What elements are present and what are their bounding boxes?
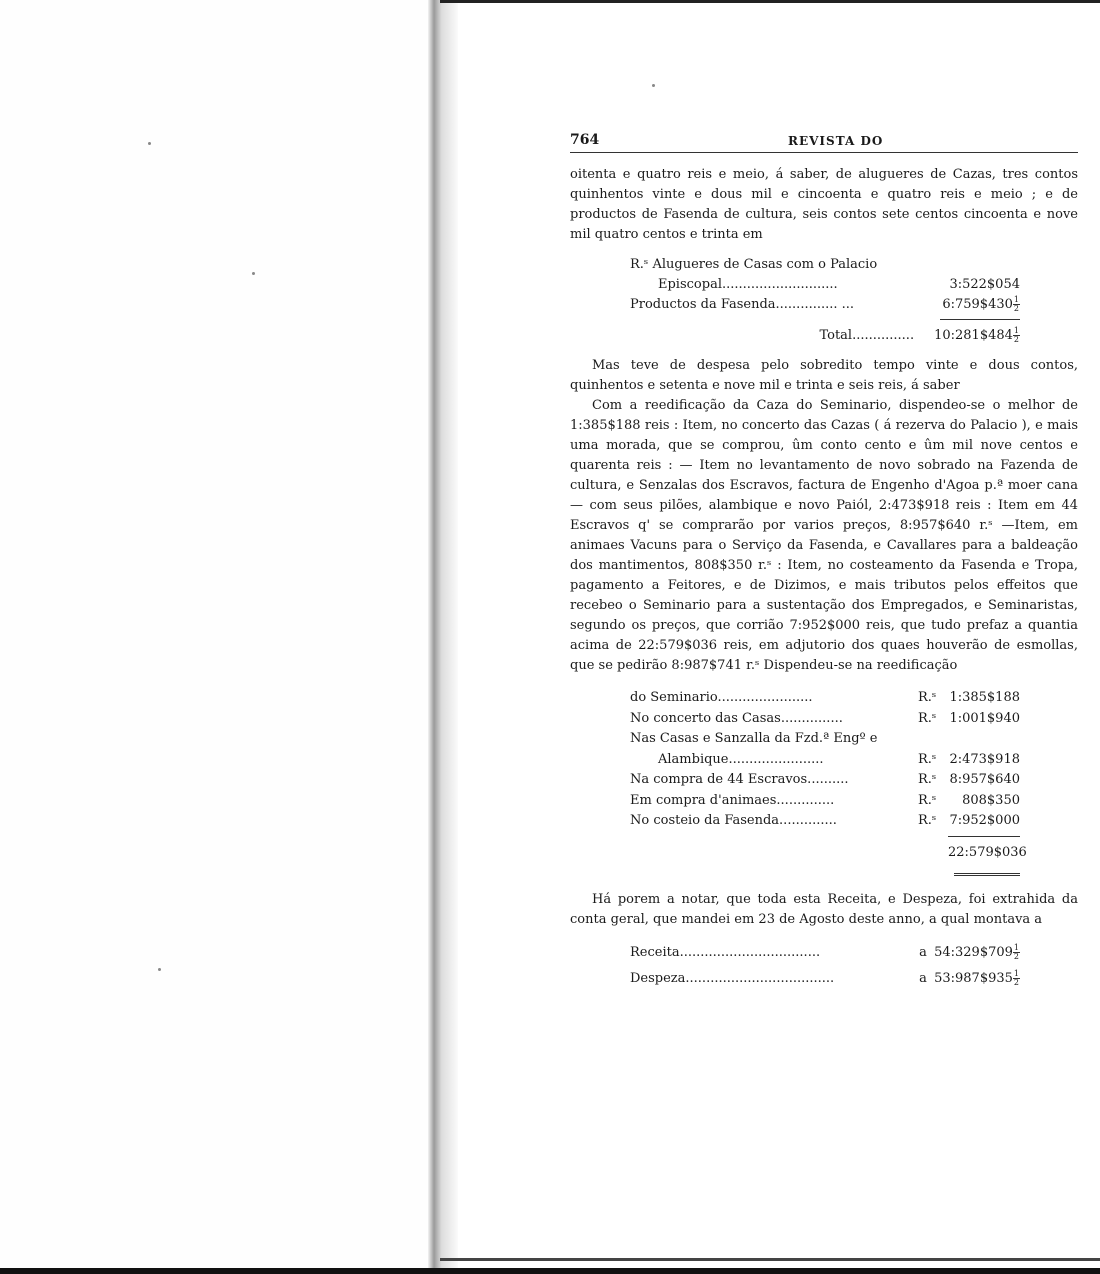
- receipt-total-value: 10:281$484: [934, 328, 1013, 343]
- receipt-value-1: 3:522$054: [949, 277, 1020, 292]
- facing-page-blank: [0, 0, 430, 1274]
- half-fraction: $\frac{1}{2}$: [1013, 295, 1019, 313]
- final-despeza-value: 53:987$935: [934, 971, 1013, 986]
- paragraph-3: Com a reedificação da Caza do Seminario, dispendeo-se o melhor de 1:385$188 reis : Item, no concerto das Cazas ( á rezerva do Palacio ), e mais uma morada, que se comprou, ûm conto cento e ûm mil nove centos e quarenta reis : — Item no levantamento de novo sobrado na Fazenda de cultura, e Senzalas dos Escravos, factura de Engenho d'Agoa p.ª moer cana — com seus pilões, alambique e novo Paiól, 2:473$918 reis : Item em 44 Escravos q' se comprarão por varios preços, 8:957$640 r.ˢ —Item, em animaes Vacuns para o Serviço da Fasenda, e Cavallares para a baldeação dos mantimentos, 808$350 r.ˢ : Item, no costeamento da Fasenda e Tropa, pagamento a Feitores, e de Dizimos, e mais tributos pelos effeitos que recebeo o Seminario para a sustentação dos Empregados, e Seminaristas, segundo os preços, que corrião 7:952$000 reis, que tudo prefaz a quantia acima de 22:579$036 reis, em adjutorio dos quaes houverão de esmollas, que se pedirão 8:987$741 r.ˢ Dispendeu-se na reedificação: [570, 398, 1078, 673]
- running-head: [570, 128, 1078, 150]
- expenses-table: [630, 688, 1027, 876]
- header-rule: [570, 152, 1078, 153]
- final-receita-value: 54:329$709: [934, 945, 1013, 960]
- receipts-table: [630, 255, 1020, 346]
- receipt-total-row: [630, 326, 1020, 346]
- expense-row: No costeio da Fasenda.............. R.ˢ 7:952$000: [630, 813, 1020, 828]
- page-number: 764: [570, 132, 600, 148]
- final-despeza-row: Despeza.................................... a 53:987$935 $\frac{1}{2}$: [630, 966, 1020, 992]
- receipt-total-label: Total...............: [819, 328, 915, 343]
- scan-speck: [148, 142, 151, 145]
- receipt-value-2: 6:759$430: [942, 297, 1013, 312]
- final-despeza-label: Despeza....................................: [630, 971, 835, 986]
- receipt-label-1b: Episcopal............................: [658, 277, 838, 292]
- receipt-row-productos: [630, 295, 1020, 315]
- expense-row: No concerto das Casas............... R.ˢ 1:001$940: [630, 710, 1020, 726]
- receipt-row-episcopal: [630, 275, 1020, 295]
- half-fraction: $\frac{1}{2}$: [1013, 969, 1019, 987]
- final-receita-label: Receita..................................: [630, 945, 821, 960]
- receipt-row-alugueres: [630, 255, 1020, 275]
- half-fraction: $\frac{1}{2}$: [1013, 943, 1019, 961]
- scan-speck: [652, 84, 655, 87]
- receipt-label-2: Productos da Fasenda............... ...: [630, 297, 855, 312]
- scan-speck: [252, 272, 255, 275]
- final-totals: [630, 940, 1020, 992]
- expense-row: Na compra de 44 Escravos.......... R.ˢ 8:957$640: [630, 772, 1020, 787]
- paragraph-1: oitenta e quatro reis e meio, á saber, de alugueres de Cazas, tres contos quinhentos vinte e dous mil e cincoenta e quatro reis e meio ; e de productos de Fasenda de cultura, seis contos sete centos cincoenta e nove mil quatro centos e trinta em: [570, 167, 1078, 242]
- sum-rule: [948, 836, 1020, 837]
- book-page: [570, 128, 1078, 992]
- receipt-prefix: R.ˢ: [630, 257, 649, 272]
- running-title: REVISTA DO: [788, 134, 884, 148]
- expenses-total-row: [630, 843, 1027, 864]
- expense-row: Alambique....................... R.ˢ 2:473$918: [658, 751, 1020, 767]
- expense-row: Em compra d'animaes.............. R.ˢ 808$350: [630, 792, 1020, 808]
- page-top-edge: [440, 0, 1100, 3]
- sum-rule: [940, 319, 1020, 320]
- expense-row: Nas Casas e Sanzalla da Fzd.ª Engº e: [630, 731, 878, 746]
- expenses-total: 22:579$036: [948, 844, 1027, 860]
- double-rule: [954, 871, 1020, 876]
- receipt-label-1a: Alugueres de Casas com o Palacio: [652, 257, 878, 272]
- page-bottom-edge: [440, 1258, 1100, 1261]
- paragraph-4: Há porem a notar, que toda esta Receita, e Despeza, foi extrahida da conta geral, que mandei em 23 de Agosto deste anno, a qual montava a: [570, 892, 1078, 927]
- paragraph-2: Mas teve de despesa pelo sobredito tempo vinte e dous contos, quinhentos e setenta e nove mil e trinta e seis reis, á saber: [570, 358, 1078, 393]
- final-receita-row: Receita.................................. a 54:329$709 $\frac{1}{2}$: [630, 940, 1020, 966]
- half-fraction: $\frac{1}{2}$: [1013, 326, 1019, 344]
- book-gutter: [428, 0, 458, 1274]
- scan-bottom-border: [0, 1268, 1100, 1274]
- expense-row: do Seminario....................... R.ˢ 1:385$188: [630, 690, 1020, 705]
- scan-speck: [158, 968, 161, 971]
